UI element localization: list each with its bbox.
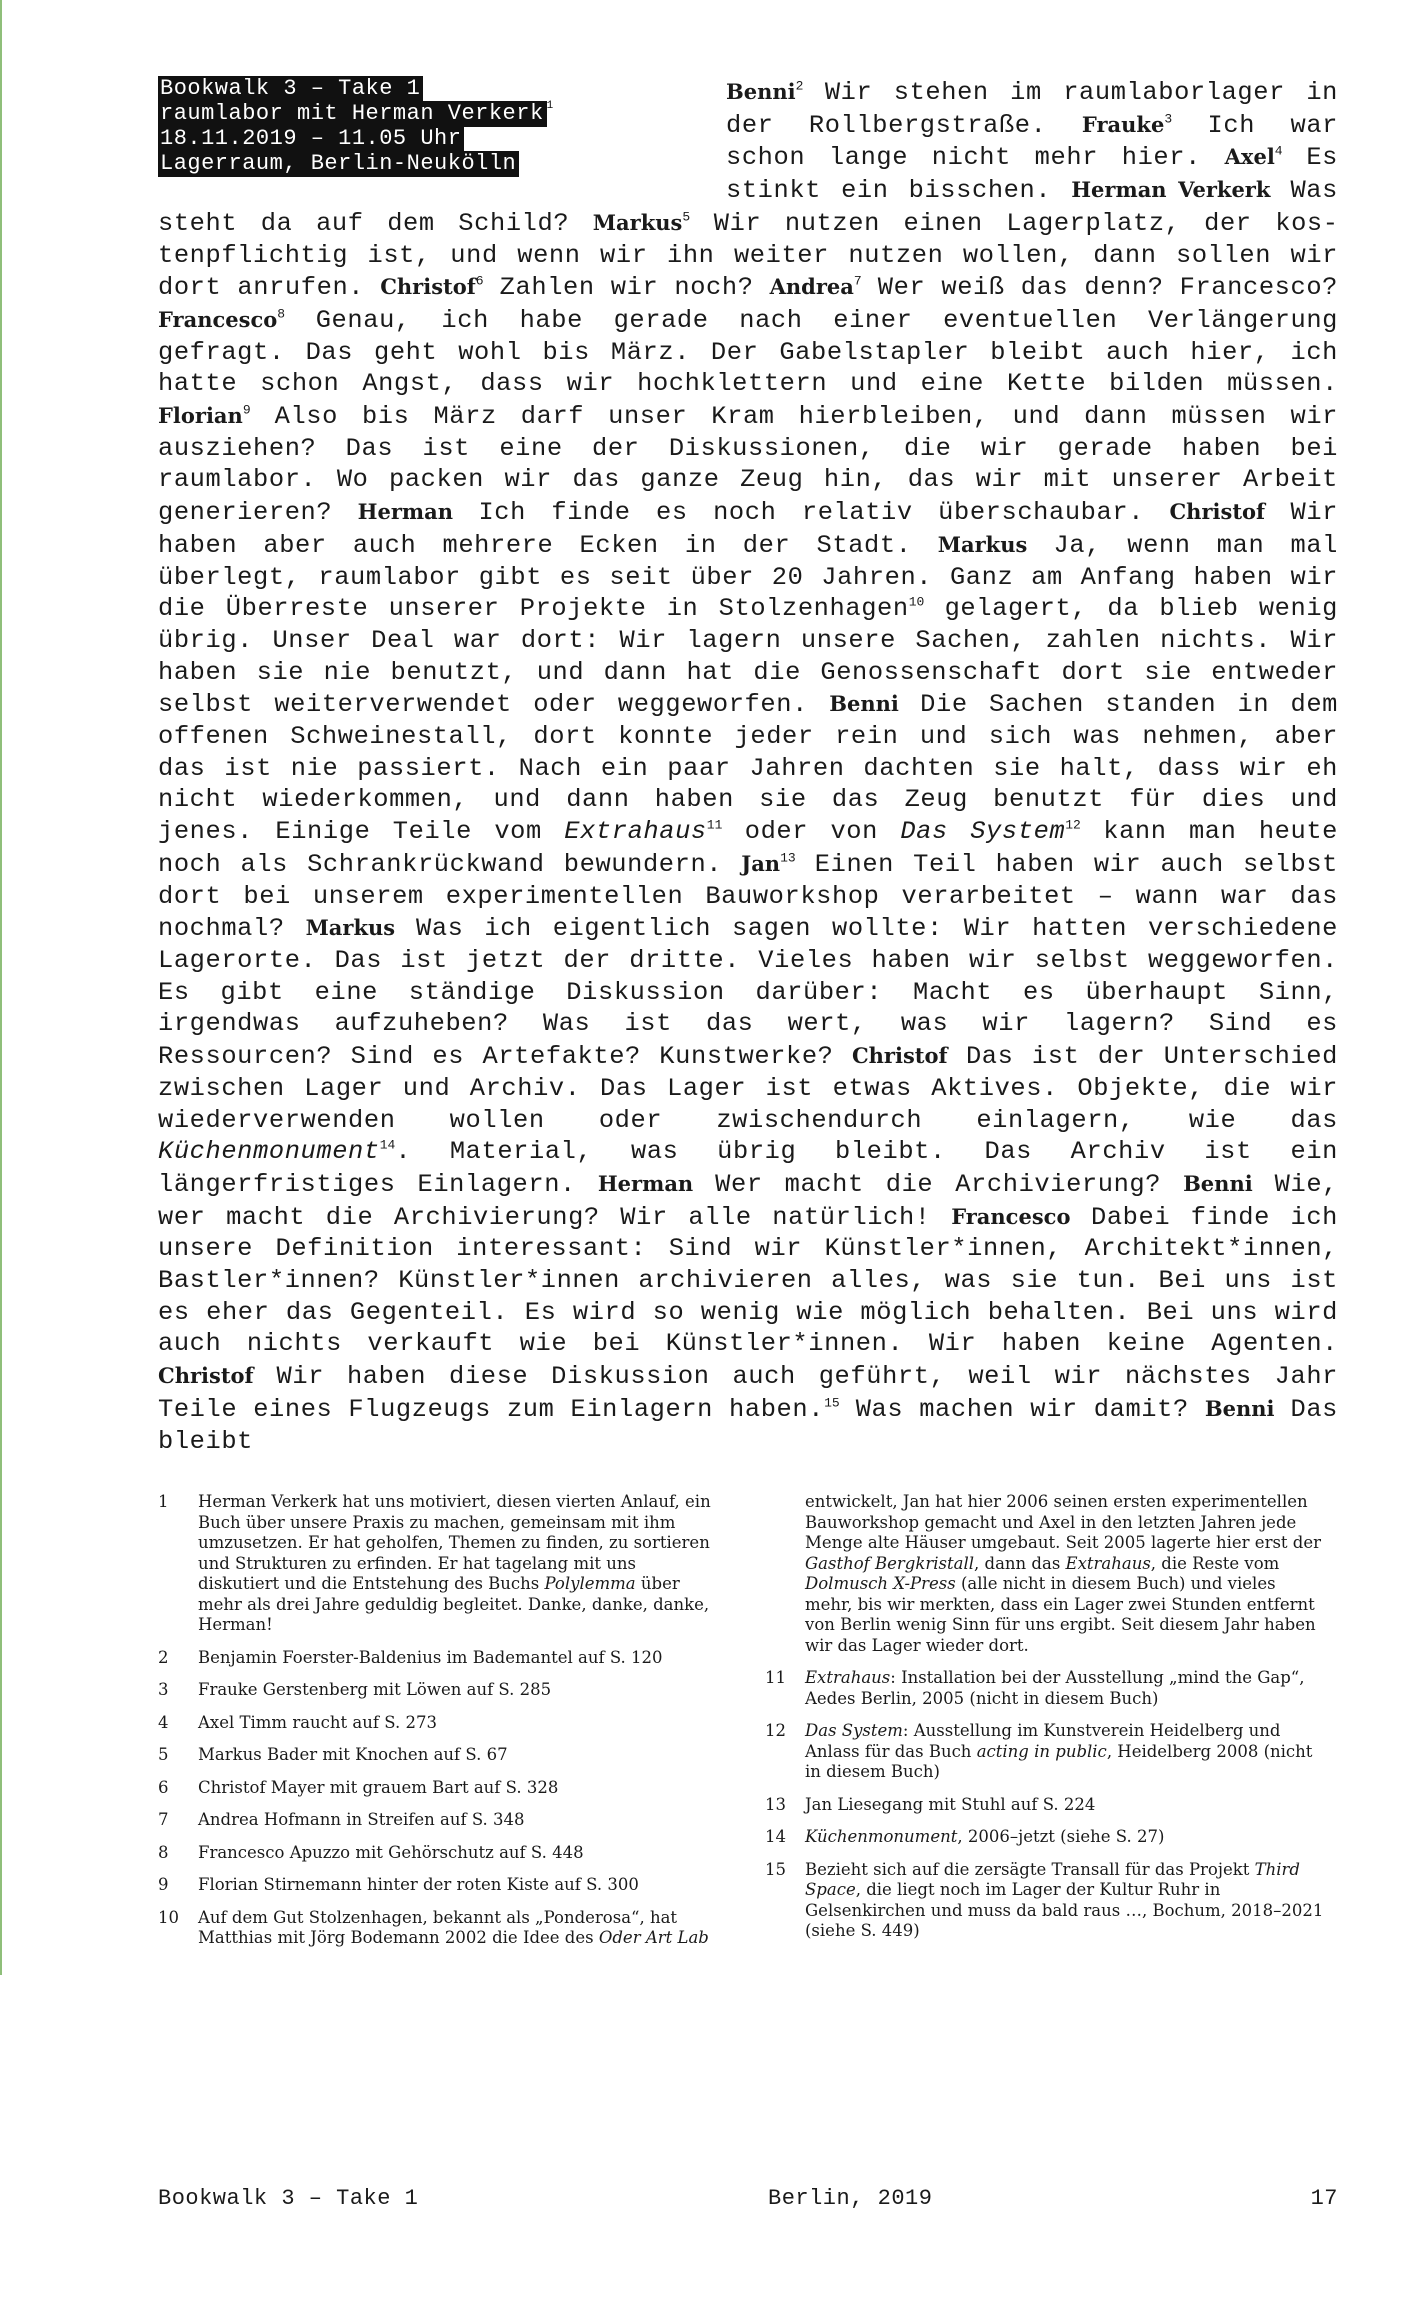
footnote-ref[interactable]: 15	[824, 1395, 840, 1411]
footnote-ref[interactable]: 7	[853, 273, 862, 289]
speech-text: Ja, wenn man mal überlegt, raumlabor gibt es seit über 20 Jahren. Ganz am Anfang haben wir die Überreste unserer Projekte in Stolzenhagen	[158, 530, 1338, 624]
speech-text: Wer weiß das denn? Francesco?	[861, 273, 1339, 303]
project-title: Third Space	[805, 1859, 1300, 1899]
speaker-name: Herman	[357, 499, 454, 525]
footnote-text: Andrea Hofmann in Streifen auf S. 348	[198, 1810, 525, 1829]
page-footer	[158, 2186, 1338, 2216]
footnote	[158, 1875, 718, 1896]
speech-text: Ich war schon lange nicht mehr hier.	[726, 110, 1338, 173]
footnote-text: , die Reste vom	[1150, 1553, 1280, 1573]
footnote-text: Herman Verkerk hat uns motiviert, diesen vierten Anlauf, ein Buch über unsere Praxis zu machen, gemeinsam mit ihm umzusetzen. Er hat geholfen, Themen zu finden, zu sortieren und Strukturen zu erfinden. Er hat tagelang mit uns diskutiert und die Entstehung des Buchs	[198, 1492, 711, 1593]
footnote-text: Francesco Apuzzo mit Gehörschutz auf S. 448	[198, 1842, 584, 1862]
speaker-name: Herman Verkerk	[1071, 177, 1271, 203]
speech-text: kann man heute noch als Schrankrückwand bewundern.	[158, 817, 1339, 879]
footnote-ref[interactable]: 6	[475, 273, 484, 289]
footnote-number: 8	[158, 1842, 169, 1862]
footnote	[158, 1648, 718, 1669]
footer-place-year: Berlin, 2019	[768, 2186, 933, 2211]
header-location: Lagerraum, Berlin-Neukölln	[158, 151, 519, 177]
header-date: 18.11.2019 – 11.05 Uhr	[158, 126, 464, 152]
footnote-ref[interactable]: 11	[706, 817, 723, 833]
speech-text: Zahlen wir noch?	[483, 273, 770, 303]
footnote-number: 3	[158, 1680, 169, 1699]
speech-text: Einen Teil haben wir auch selbst dort bei unserem experimentellen Bauworkshop verarbeitet – wann war das nochmal?	[158, 849, 1338, 944]
footnotes-column-right	[765, 1492, 1325, 1954]
footnotes-column-left	[158, 1492, 718, 1961]
speech-text: oder von	[722, 817, 901, 847]
project-title: Oder Art Lab	[598, 1928, 709, 1947]
speaker-name: Frauke	[1081, 111, 1165, 137]
speech-text: Was ich eigentlich sagen wollte: Wir hatten verschiedene Lagerorte. Das ist jetzt der dritte. Vieles haben wir selbst weggeworfen. Es gibt eine ständige Diskussion darüber: Macht es überhaupt Sinn, irgendwas aufzuheben? Was ist das wert, was wir lagern? Sind es Ressourcen? Sind es Artefakte? Kunstwerke?	[158, 914, 1338, 1072]
footnote	[158, 1680, 718, 1701]
speech-text: Wie, wer macht die Archivierung? Wir alle natürlich!	[158, 1169, 1338, 1232]
speaker-name: Benni	[829, 691, 899, 717]
footer-running-title: Bookwalk 3 – Take 1	[158, 2186, 419, 2211]
speaker-name: Andrea	[769, 274, 854, 300]
footnote-number: 10	[158, 1907, 179, 1927]
footnote-ref[interactable]: 9	[242, 402, 251, 418]
footnote-number: 15	[765, 1859, 786, 1879]
speaker-name: Christof	[158, 1363, 254, 1389]
footnote-text: : Installation bei der Ausstellung „mind the Gap“, Aedes Berlin, 2005 (nicht in diesem Buch)	[805, 1668, 1305, 1708]
footnote-text: Christof Mayer mit grauem Bart auf S. 328	[198, 1777, 559, 1797]
footnote-ref[interactable]: 3	[1164, 111, 1173, 127]
footnote-text: Jan Liesegang mit Stuhl auf S. 224	[805, 1794, 1096, 1814]
footnote	[158, 1843, 718, 1864]
footnote-number: 4	[158, 1712, 169, 1732]
speaker-name: Axel	[1224, 144, 1275, 170]
footnote-ref[interactable]: 1	[546, 100, 554, 112]
project-title: Das System	[900, 817, 1066, 847]
speech-text: gelagert, da blieb wenig übrig. Unser Deal war dort: Wir lagern unsere Sachen, zahlen nichts. Wir haben sie nie benutzt, und dann hat die Genossenschaft dort sie entweder selbst weiterverwendet oder weggeworfen.	[158, 594, 1338, 720]
footnote-text: entwickelt, Jan hat hier 2006 seinen ersten experimentellen Bauworkshop gemacht und Axel in den letzten Jahren jede Menge alte Häuser umgebaut. Seit 2005 lagerte hier erst der	[805, 1492, 1322, 1552]
header-subtitle: raumlabor mit Herman Verkerk	[158, 101, 547, 127]
footnote	[765, 1827, 1325, 1848]
speech-text: Wir nutzen einen Lagerplatz, der kostenpflichtig ist, und wenn wir ihn weiter nutzen wollen, dann sollen wir dort anrufen.	[158, 208, 1338, 303]
footnote-ref[interactable]: 10	[908, 594, 925, 610]
book-title: acting in public	[976, 1741, 1107, 1761]
speaker-name: Christof	[1169, 499, 1266, 525]
footnote-text: über mehr als drei Jahre geduldig begleitet. Danke, danke, danke, Herman!	[198, 1574, 710, 1634]
speech-text: Die Sachen standen in dem offenen Schweinestall, dort konnte jeder rein und sich was nehmen, aber das ist nie passiert. Nach ein paar Jahren dachten sie halt, dass wir eh nicht wiederkommen, und dann haben sie das Zeug benutzt für dies und jenes. Einige Teile vom	[158, 690, 1339, 847]
speech-text: Was machen wir damit?	[839, 1394, 1205, 1424]
project-title: Küchenmonument	[805, 1827, 958, 1846]
footnote-text: Auf dem Gut Stolzenhagen, bekannt als „Ponderosa“, hat Matthias mit Jörg Bodemann 2002 die Idee des	[198, 1907, 678, 1947]
speaker-name: Christof	[380, 274, 476, 300]
footnote-text: , 2006–jetzt (siehe S. 27)	[957, 1827, 1165, 1846]
footnote	[158, 1778, 718, 1799]
project-title: Extrahaus	[1065, 1553, 1151, 1573]
footnote-text: , die liegt noch im Lager der Kultur Ruhr in Gelsenkirchen und muss da bald raus …, Bochum, 2018–2021 (siehe S. 449)	[805, 1880, 1324, 1940]
footnote-ref[interactable]: 4	[1274, 143, 1283, 159]
speaker-name: Markus	[305, 915, 396, 941]
footnote-text: , Heidelberg 2008 (nicht in diesem Buch)	[805, 1741, 1313, 1781]
speaker-name: Christof	[851, 1043, 948, 1069]
project-title: Küchenmonument	[158, 1137, 380, 1167]
speech-text: Wer macht die Archivierung?	[693, 1169, 1184, 1199]
speaker-name: Benni	[726, 79, 796, 104]
project-title: Das System	[805, 1721, 903, 1740]
footnote-number: 1	[158, 1492, 169, 1511]
project-title: Dolmusch X-Press	[805, 1574, 956, 1593]
footnote-continuation	[765, 1492, 1325, 1656]
speaker-name: Benni	[1204, 1395, 1275, 1421]
speech-text: Genau, ich habe gerade nach einer eventuellen Verlängerung gefragt. Das geht wohl bis März. Der Gabelstapler bleibt auch hier, ich hatte schon Angst, dass wir hochklettern und eine Kette bilden müssen.	[158, 305, 1338, 399]
footnote	[765, 1721, 1325, 1783]
footnote-ref[interactable]: 5	[682, 209, 691, 225]
footnote-number: 11	[765, 1668, 786, 1687]
speech-text: Was steht da auf dem Schild?	[158, 176, 1338, 238]
footnote	[158, 1908, 718, 1949]
footnote-ref[interactable]: 2	[795, 78, 804, 94]
speaker-name: Markus	[937, 531, 1028, 557]
project-title: Extrahaus	[564, 817, 707, 847]
footnote-text: , dann das	[974, 1553, 1066, 1573]
footnote	[158, 1713, 718, 1734]
footnote-text: (alle nicht in diesem Buch) und vieles mehr, bis wir merkten, dass ein Lager zwei Stunden entfernt von Berlin wenig Sinn für uns ergibt. Seit diesem Jahr haben wir das Lager wieder dort.	[805, 1574, 1316, 1655]
footnote-number: 6	[158, 1777, 169, 1797]
footnote-ref[interactable]: 8	[277, 306, 286, 322]
footnote-text: Benjamin Foerster-Baldenius im Bademantel auf S. 120	[198, 1647, 663, 1667]
book-title: Polylemma	[544, 1574, 636, 1593]
speech-text: Dabei finde ich unsere Definition interessant: Sind wir Künstler*innen, Architekt*innen, Bastler*innen? Künstler*innen archivieren alles, was sie tun. Bei uns ist es eher das Gegenteil. Es wird so wenig wie möglich behalten. Bei uns wird auch nichts verkauft wie bei Künstler*innen. Wir haben keine Agenten.	[158, 1202, 1338, 1359]
speaker-name: Francesco	[951, 1203, 1071, 1229]
speech-text: Wir haben aber auch mehrere Ecken in der Stadt.	[158, 498, 1339, 560]
footnote	[158, 1492, 718, 1636]
footnote-ref[interactable]: 13	[780, 850, 796, 866]
footnote	[158, 1810, 718, 1831]
speech-text: . Material, was übrig bleibt. Das Archiv ist ein längerfristiges Einlagern.	[158, 1137, 1338, 1199]
footnote-ref[interactable]: 14	[379, 1137, 396, 1153]
footnote-text: Markus Bader mit Knochen auf S. 67	[198, 1745, 508, 1764]
footnote-text: Bezieht sich auf die zersägte Transall für das Projekt	[805, 1859, 1255, 1879]
footnote	[765, 1860, 1325, 1942]
speech-text: Es stinkt ein bisschen.	[726, 143, 1338, 206]
speaker-name: Jan	[741, 850, 781, 876]
footnote-number: 9	[158, 1875, 169, 1894]
footnote	[765, 1668, 1325, 1709]
footnote	[158, 1745, 718, 1766]
project-title: Extrahaus	[805, 1668, 891, 1687]
speaker-name: Markus	[592, 209, 683, 235]
speech-text: Wir haben diese Diskussion auch geführt, weil wir nächstes Jahr Teile eines Flugzeugs zum Einlagern haben.	[158, 1362, 1338, 1424]
footnote-text: Florian Stirnemann hinter der roten Kiste auf S. 300	[198, 1875, 639, 1894]
page-edge-line	[0, 0, 2, 1975]
footnote-number: 12	[765, 1721, 786, 1740]
footnote	[765, 1795, 1325, 1816]
footnote-text: Frauke Gerstenberg mit Löwen auf S. 285	[198, 1680, 552, 1699]
project-title: Gasthof Bergkristall	[805, 1553, 975, 1573]
speech-text: Wir stehen im raumlaborlager in der Rollbergstraße.	[726, 78, 1338, 140]
header-title: Bookwalk 3 – Take 1	[158, 76, 423, 102]
footnote-number: 14	[765, 1827, 786, 1846]
speech-text: Ich finde es noch relativ überschaubar.	[453, 498, 1170, 528]
header-spacer	[158, 76, 726, 196]
page-number: 17	[1310, 2186, 1338, 2211]
speaker-name: Francesco	[158, 306, 278, 332]
speaker-name: Benni	[1183, 1170, 1253, 1196]
speaker-name: Florian	[158, 403, 243, 429]
transcript-body	[158, 76, 1338, 1457]
footnote-text: : Ausstellung im Kunstverein Heidelberg und Anlass für das Buch	[805, 1721, 1281, 1761]
speaker-name: Herman	[597, 1170, 694, 1196]
speech-text: Das bleibt	[158, 1394, 1338, 1456]
speech-text: Also bis März darf unser Kram hierbleiben, und dann müssen wir ausziehen? Das ist eine der Diskussionen, die wir gerade haben bei raumlabor. Wo packen wir das ganze Zeug hin, das wir mit unserer Arbeit generieren?	[158, 402, 1338, 528]
footnote-number: 5	[158, 1745, 169, 1764]
footnote-number: 7	[158, 1810, 169, 1829]
footnote-ref[interactable]: 12	[1065, 817, 1081, 833]
footnote-number: 13	[765, 1794, 786, 1814]
footnote-number: 2	[158, 1647, 169, 1667]
footnote-text: Axel Timm raucht auf S. 273	[198, 1712, 437, 1732]
speech-text: Das ist der Unterschied zwischen Lager und Archiv. Das Lager ist etwas Aktives. Objekte, die wir wiederverwenden wollen oder zwischendurch einlagern, wie das	[158, 1042, 1338, 1135]
